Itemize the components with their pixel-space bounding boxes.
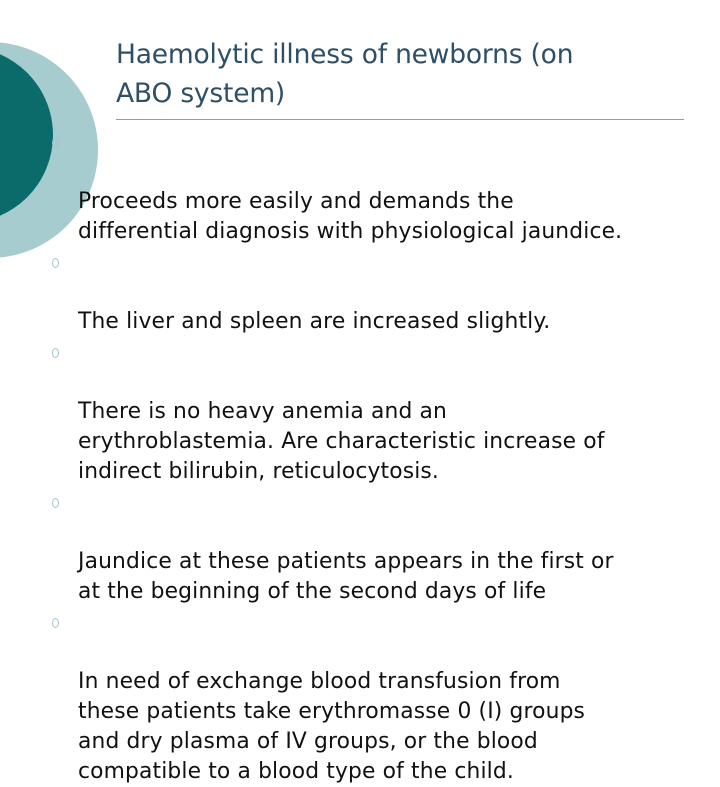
slide-title: Haemolytic illness of newborns (on ABO system): [116, 39, 574, 109]
hollow-circle-bullet-icon: [52, 498, 59, 508]
title-divider: [116, 119, 684, 120]
bullet-item: [48, 127, 714, 247]
bullet-text: Proceeds more easily and demands the differential diagnosis with physiological jaundice.: [78, 189, 623, 244]
hollow-circle-bullet-icon: [52, 618, 59, 628]
bullet-text: There is no heavy anemia and an erythroblastemia. Are characteristic increase of indirect bilirubin, reticulocytosis.: [78, 399, 605, 484]
bullet-list: [48, 127, 714, 787]
bullet-text: In need of exchange blood transfusion from these patients take erythromasse 0 (I) groups and dry plasma of IV groups, or the blood compatible to a blood type of the child.: [78, 669, 586, 784]
bullet-item: [48, 607, 714, 787]
bullet-text: The liver and spleen are increased slightly.: [78, 309, 551, 334]
bullet-text: Jaundice at these patients appears in the first or at the beginning of the second days of life: [78, 549, 614, 604]
bullet-item: [48, 487, 714, 607]
bullet-item: [48, 337, 714, 487]
hollow-circle-bullet-icon: [52, 348, 59, 358]
bullet-item: [48, 247, 714, 337]
hollow-circle-bullet-icon: [52, 258, 59, 268]
hollow-circle-bullet-icon: [52, 138, 59, 148]
